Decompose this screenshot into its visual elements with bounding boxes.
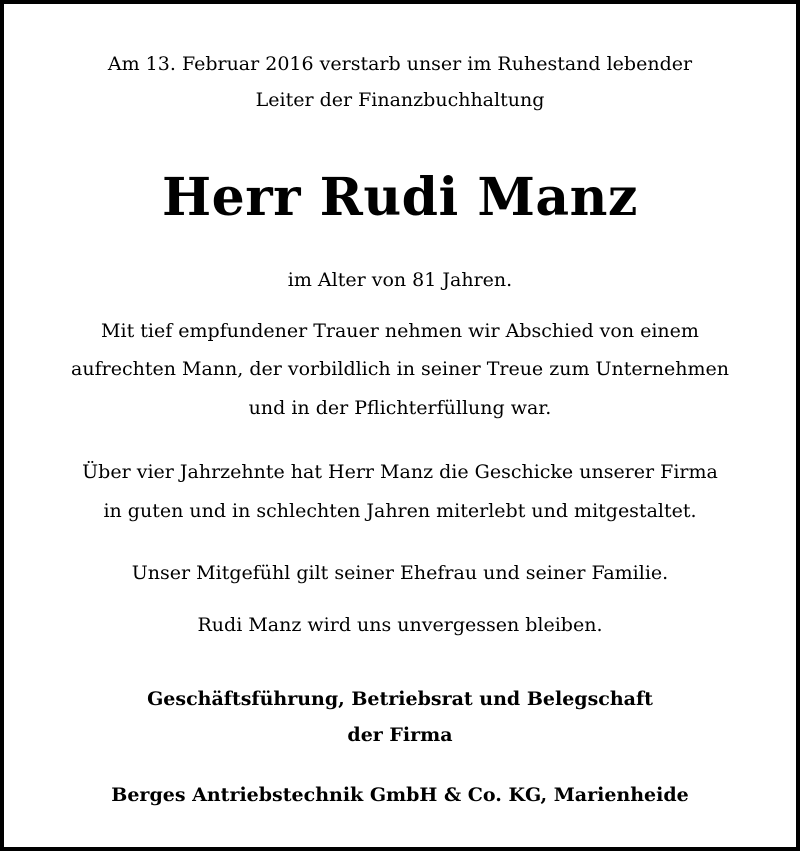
signature-line-2: der Firma xyxy=(347,724,453,746)
paragraph1-line-1: Mit tief empfundener Trauer nehmen wir Abschied von einem xyxy=(101,320,699,342)
deceased-name: Herr Rudi Manz xyxy=(162,167,638,228)
paragraph1-line-3: und in der Pflichterfüllung war. xyxy=(248,397,552,419)
paragraph1-line-2: aufrechten Mann, der vorbildlich in seiner Treue zum Unternehmen xyxy=(71,358,729,380)
signature-line-1: Geschäftsführung, Betriebsrat und Belegschaft xyxy=(147,688,653,710)
intro-line-2: Leiter der Finanzbuchhaltung xyxy=(255,89,545,111)
paragraph2-line-2: in guten und in schlechten Jahren miterlebt und mitgestaltet. xyxy=(103,500,697,522)
company-name: Berges Antriebstechnik GmbH & Co. KG, Marienheide xyxy=(111,784,689,806)
intro-line-1: Am 13. Februar 2016 verstarb unser im Ruhestand lebender xyxy=(107,53,693,75)
condolence-line: Unser Mitgefühl gilt seiner Ehefrau und seiner Familie. xyxy=(131,562,669,584)
paragraph2-line-1: Über vier Jahrzehnte hat Herr Manz die Geschicke unserer Firma xyxy=(82,461,718,483)
age-line: im Alter von 81 Jahren. xyxy=(287,269,513,291)
remembrance-line: Rudi Manz wird uns unvergessen bleiben. xyxy=(197,614,603,636)
